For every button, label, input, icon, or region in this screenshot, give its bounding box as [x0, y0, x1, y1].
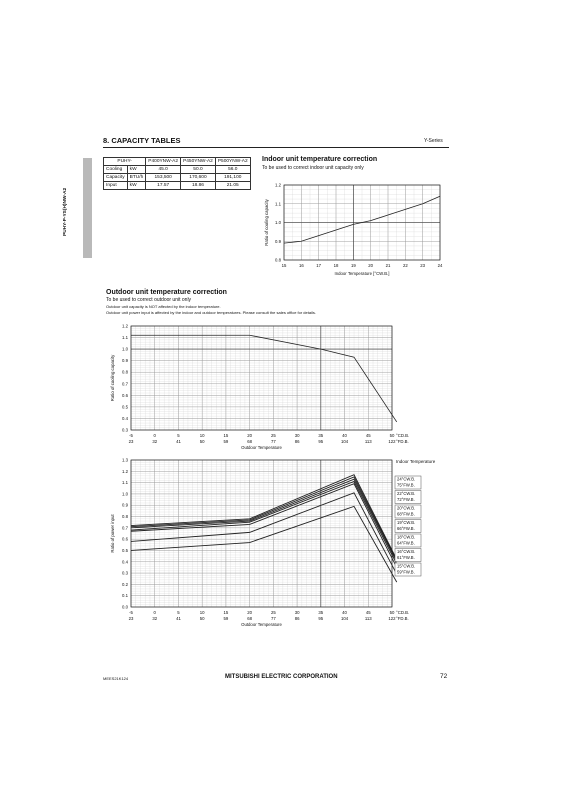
x-tick-label: 22 [402, 263, 408, 268]
x-tick-label: 10 [199, 610, 205, 615]
table-cell: 18.86 [181, 182, 216, 190]
table-cell: kW [127, 166, 146, 174]
x-tick-label: 19 [350, 263, 356, 268]
y-tick-label: 0.9 [122, 502, 128, 508]
x-tick-label: 45 [365, 433, 371, 438]
x-unit-label-f: °FD.B. [396, 616, 409, 621]
legend-entry: 16°CW.B. [397, 549, 416, 554]
y-tick-label: 1.0 [122, 491, 128, 497]
legend-entry: 64°FW.B. [397, 540, 415, 546]
x-tick-label-f: 23 [128, 439, 134, 444]
x-tick-label: 20 [368, 263, 374, 268]
x-tick-label-f: 104 [340, 439, 349, 444]
table-cell: 56.0 [215, 166, 250, 174]
outdoor-section-title: Outdoor unit temperature correction [106, 289, 227, 296]
table-cell: 170,600 [181, 174, 216, 182]
sidebar-model-label: PUHY-P-YS(H)NW-A2 [63, 187, 68, 236]
x-tick-label-f: 77 [270, 616, 276, 621]
x-tick-label-f: 95 [318, 616, 324, 621]
x-tick-label-f: 122 [388, 616, 396, 621]
series-label: Y-Series [424, 138, 443, 144]
legend-entry: 19°CW.B. [397, 520, 416, 525]
table-cell: 17.57 [146, 182, 181, 190]
y-tick-label: 1.2 [122, 468, 128, 474]
x-axis-label: Indoor Temperature [°CW.B.] [334, 271, 390, 276]
y-tick-label: 1.0 [122, 346, 128, 352]
y-tick-label: 1.3 [122, 457, 128, 463]
x-unit-label: °CD.B. [396, 433, 410, 438]
table-row [104, 166, 251, 174]
table-cell: 45.0 [146, 166, 181, 174]
section-title: 8. CAPACITY TABLES [103, 136, 181, 145]
legend-entry: 59°FW.B. [397, 569, 415, 575]
x-tick-label-f: 41 [176, 616, 181, 621]
x-tick-label: -5 [129, 433, 133, 438]
x-tick-label: 23 [420, 263, 426, 268]
x-tick-label: 25 [270, 610, 276, 615]
x-tick-label-f: 32 [152, 616, 158, 621]
table-cell: 153,500 [146, 174, 181, 182]
x-tick-label: 21 [385, 263, 391, 268]
x-tick-label-f: 113 [364, 616, 372, 621]
x-tick-label: 50 [389, 610, 395, 615]
y-tick-label: 1.1 [122, 480, 128, 486]
legend-entry: 18°CW.B. [397, 534, 416, 540]
table-cell: Cooling [104, 166, 128, 174]
x-tick-label-f: 77 [270, 439, 276, 444]
indoor-correction-chart [262, 172, 450, 284]
x-unit-label: °CD.B. [396, 610, 410, 615]
corporation-name: MITSUBISHI ELECTRIC CORPORATION [225, 674, 338, 680]
y-tick-label: 0.5 [122, 404, 128, 410]
legend-entry: 20°CW.B. [397, 505, 416, 511]
table-cell: Input [104, 182, 128, 190]
x-tick-label: 45 [365, 610, 371, 615]
table-cell: 21.05 [215, 182, 250, 190]
y-tick-label: 0.7 [122, 525, 128, 531]
y-tick-label: 0.2 [122, 581, 128, 587]
legend-title: Indoor Temperature [396, 459, 436, 464]
x-tick-label-f: 104 [340, 616, 349, 621]
x-tick-label: 15 [223, 433, 229, 438]
outdoor-note-power: Outdoor unit power input is affected by the indoor and outdoor temperatures. Please consult the sales office for details. [106, 310, 316, 315]
x-tick-label: 40 [342, 610, 347, 615]
y-tick-label: 0.1 [122, 593, 128, 599]
x-tick-label-f: 95 [318, 439, 324, 444]
table-cell: 50.0 [181, 166, 216, 174]
table-header-cell: P500YNW-A2 [215, 158, 250, 166]
x-tick-label: 24 [437, 263, 443, 268]
x-tick-label: 5 [177, 433, 180, 438]
outdoor-note-capacity: Outdoor unit capacity is NOT affected by the indoor temperature. [106, 304, 221, 309]
x-tick-label-f: 32 [152, 439, 158, 444]
x-tick-label: 30 [294, 610, 300, 615]
y-tick-label: 0.9 [122, 358, 128, 364]
legend-entry: 15°CW.B. [397, 563, 416, 569]
y-tick-label: 0.5 [122, 547, 128, 553]
legend-entry: 68°FW.B. [397, 511, 415, 517]
header-divider [103, 147, 449, 148]
legend-entry: 61°FW.B. [397, 555, 415, 560]
table-cell: BTU/h [127, 174, 146, 182]
indoor-section-subtitle: To be used to correct indoor unit capacity only [262, 165, 364, 171]
x-tick-label: 17 [316, 263, 322, 268]
y-tick-label: 0.0 [122, 604, 128, 610]
x-tick-label-f: 68 [247, 439, 253, 444]
table-header-row [104, 158, 251, 166]
x-tick-label: 18 [333, 263, 339, 268]
y-tick-label: 0.3 [122, 570, 128, 576]
outdoor-power-input-chart [104, 450, 450, 635]
x-tick-label: 40 [342, 433, 347, 438]
table-row [104, 174, 251, 182]
x-tick-label-f: 68 [247, 616, 253, 621]
y-tick-label: 1.0 [275, 220, 281, 225]
x-tick-label: 10 [199, 433, 205, 438]
table-header-cell: P400YNW-A2 [146, 158, 181, 166]
outdoor-section-subtitle: To be used to correct outdoor unit only [106, 297, 192, 303]
x-tick-label: 35 [318, 610, 324, 615]
y-tick-label: 0.8 [122, 514, 128, 520]
y-tick-label: 0.9 [275, 238, 281, 244]
x-tick-label: 35 [318, 433, 324, 438]
x-tick-label-f: 86 [294, 616, 300, 621]
x-tick-label: 0 [153, 433, 156, 438]
y-tick-label: 0.6 [122, 392, 128, 398]
y-tick-label: 0.6 [122, 536, 128, 542]
y-tick-label: 0.8 [122, 369, 128, 375]
x-tick-label: -5 [129, 610, 133, 615]
x-tick-label: 25 [270, 433, 276, 438]
x-tick-label-f: 113 [364, 439, 372, 444]
x-tick-label: 0 [153, 610, 156, 615]
x-tick-label: 15 [223, 610, 229, 615]
x-tick-label: 16 [298, 263, 304, 268]
x-tick-label-f: 50 [199, 616, 205, 621]
x-tick-label-f: 41 [176, 439, 181, 444]
x-tick-label-f: 122 [388, 439, 396, 444]
y-tick-label: 1.1 [122, 335, 128, 341]
x-tick-label-f: 86 [294, 439, 300, 444]
x-tick-label-f: 50 [199, 439, 205, 444]
x-tick-label: 50 [389, 433, 395, 438]
table-cell: 191,100 [215, 174, 250, 182]
y-tick-label: 1.2 [275, 182, 281, 188]
x-tick-label: 20 [247, 610, 253, 615]
legend-entry: 24°CW.B. [397, 476, 416, 482]
y-axis-label: Ratio of power input [110, 514, 115, 553]
y-tick-label: 0.4 [122, 415, 128, 421]
x-tick-label-f: 59 [223, 439, 229, 444]
x-tick-label: 30 [294, 433, 300, 438]
capacity-spec-table [103, 157, 251, 190]
page-number: 72 [440, 673, 448, 680]
legend-entry: 72°FW.B. [397, 497, 415, 502]
x-tick-label-f: 23 [128, 616, 134, 621]
x-axis-label: Outdoor Temperature [241, 445, 282, 450]
x-tick-label: 5 [177, 610, 180, 615]
table-cell: kW [127, 182, 146, 190]
table-cell: Capacity [104, 174, 128, 182]
legend-entry: 66°FW.B. [397, 526, 415, 531]
x-axis-label: Outdoor Temperature [241, 622, 282, 627]
table-header-cell: PUHY- [104, 158, 146, 166]
y-axis-label: Ratio of cooling capacity [264, 199, 269, 246]
x-tick-label: 20 [247, 433, 253, 438]
table-header-cell: P450YNW-A2 [181, 158, 216, 166]
table-row [104, 182, 251, 190]
y-tick-label: 1.1 [275, 201, 281, 207]
sidebar-tab [83, 158, 92, 258]
indoor-section-title: Indoor unit temperature correction [262, 156, 378, 163]
y-tick-label: 0.8 [275, 257, 281, 263]
legend-entry: 75°FW.B. [397, 482, 415, 488]
x-tick-label: 15 [281, 263, 287, 268]
legend-entry: 22°CW.B. [397, 491, 416, 496]
y-tick-label: 0.7 [122, 381, 128, 387]
document-code: MEES21K124 [103, 676, 129, 681]
y-tick-label: 0.3 [122, 427, 128, 433]
y-tick-label: 1.2 [122, 323, 128, 329]
x-unit-label-f: °FD.B. [396, 439, 409, 444]
x-tick-label-f: 59 [223, 616, 229, 621]
y-axis-label: Ratio of cooling capacity [110, 354, 115, 402]
y-tick-label: 0.4 [122, 559, 128, 565]
plot-frame [131, 326, 392, 430]
outdoor-capacity-chart [104, 316, 450, 456]
